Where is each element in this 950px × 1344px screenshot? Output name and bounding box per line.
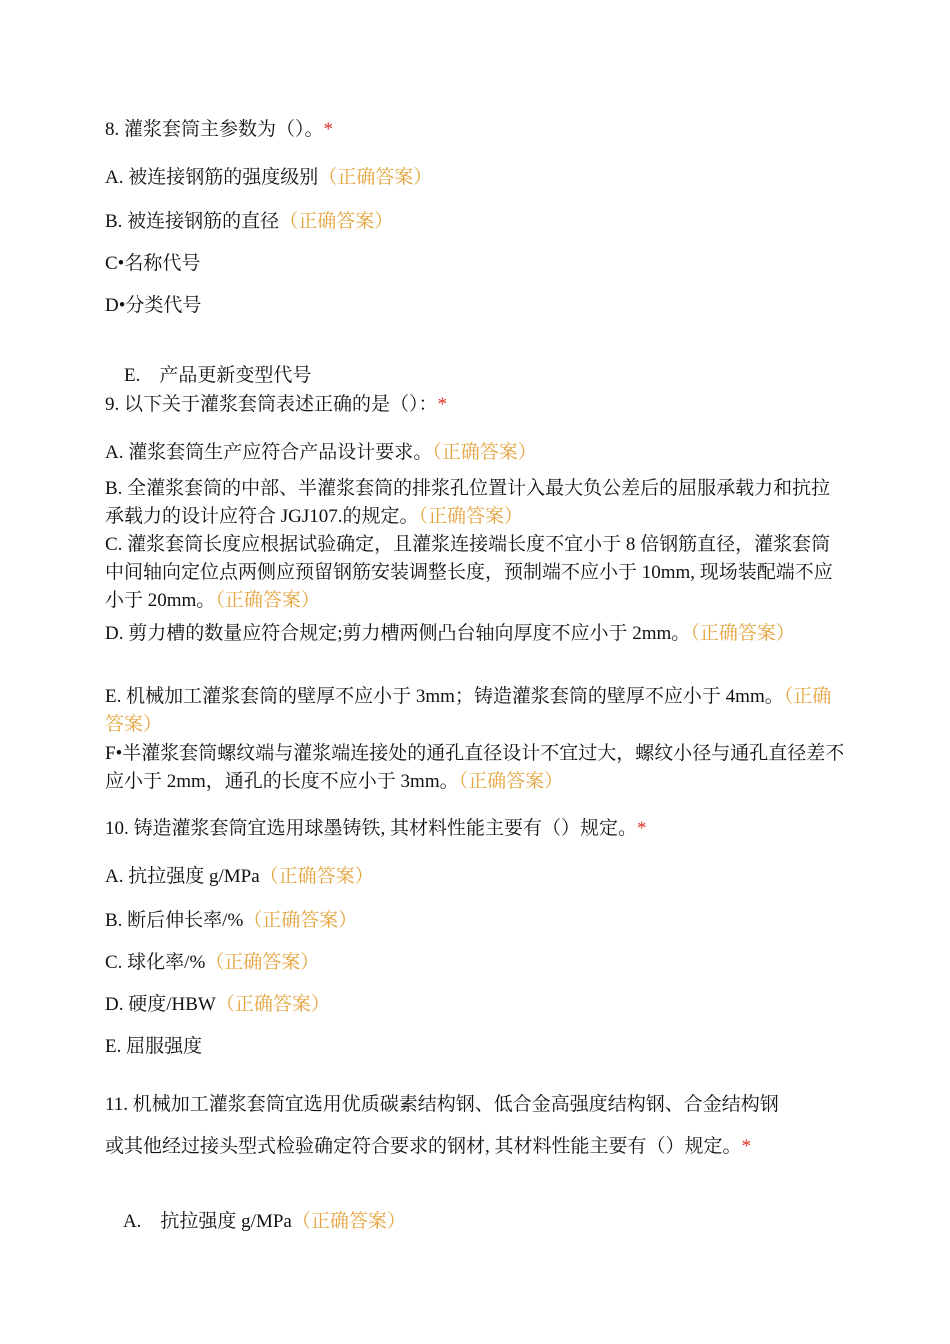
- question-10-option-c: [105, 949, 845, 977]
- correct-answer-tag: （正确答案）: [458, 771, 564, 792]
- option-label: E. 屈服强度: [105, 1036, 203, 1057]
- option-label: C. 灌浆套筒长度应根据试验确定，且灌浆连接端长度不宜小于 8 倍钢筋直径，灌浆套筒中间轴向定位点两侧应预留钢筋安装调整长度，预制端不应小于 10mm, 现场装配端不应小于 20mm。: [105, 534, 833, 611]
- option-label: C. 球化率/%: [105, 952, 206, 973]
- question-text: 9. 以下关于灌浆套筒表述正确的是（）：: [105, 394, 438, 415]
- question-11-title-line1: [105, 1091, 845, 1119]
- question-8-option-d: [105, 292, 845, 320]
- question-8-title: [105, 116, 845, 144]
- correct-answer-tag: （正确答案）: [105, 686, 832, 735]
- question-10-option-a: [105, 863, 845, 891]
- option-label: E. 产品更新变型代号: [124, 365, 312, 386]
- correct-answer-tag: （正确答案）: [432, 442, 537, 463]
- option-label: A. 抗拉强度 g/MPa: [105, 866, 260, 887]
- question-10-option-e: [105, 1033, 845, 1061]
- question-10-title: [105, 815, 845, 843]
- required-asterisk: *: [637, 818, 647, 839]
- question-text: 8. 灌浆套筒主参数为（）。: [105, 119, 324, 140]
- question-11-option-a: [105, 1180, 845, 1264]
- required-asterisk: *: [323, 119, 334, 140]
- question-9-option-e: [105, 683, 845, 739]
- option-label: A. 抗拉强度 g/MPa: [122, 1211, 292, 1232]
- option-label: A. 灌浆套筒生产应符合产品设计要求。: [105, 442, 433, 463]
- required-asterisk: *: [437, 394, 448, 415]
- option-label: A. 被连接钢筋的强度级别: [105, 167, 319, 188]
- option-label: D•分类代号: [105, 295, 202, 316]
- correct-answer-tag: （正确答案）: [205, 952, 320, 973]
- question-8-option-b: [105, 208, 845, 236]
- correct-answer-tag: （正确答案）: [690, 623, 795, 644]
- question-text: 或其他经过接头型式检验确定符合要求的钢材, 其材料性能主要有（）规定。: [105, 1136, 742, 1157]
- correct-answer-tag: （正确答案）: [215, 590, 320, 611]
- question-text: 10. 铸造灌浆套筒宜选用球墨铸铁, 其材料性能主要有（）规定。: [105, 818, 638, 839]
- correct-answer-tag: （正确答案）: [243, 910, 358, 931]
- option-label: B. 断后伸长率/%: [105, 910, 244, 931]
- question-9-option-b: [105, 475, 845, 531]
- question-9-option-f: [105, 740, 845, 796]
- question-8-option-c: [105, 250, 845, 278]
- question-9-option-a: [105, 439, 845, 467]
- correct-answer-tag: （正确答案）: [291, 1211, 406, 1232]
- question-9-title: [105, 391, 845, 419]
- option-label: F•半灌浆套筒螺纹端与灌浆端连接处的通孔直径设计不宜过大，螺纹小径与通孔直径差不应小于 2mm，通孔的长度不应小于 3mm。: [105, 743, 845, 792]
- correct-answer-tag: （正确答案）: [215, 994, 330, 1015]
- option-label: D. 硬度/HBW: [105, 994, 216, 1015]
- question-10-option-d: [105, 991, 845, 1019]
- option-label: C•名称代号: [105, 253, 201, 274]
- option-label: E. 机械加工灌浆套筒的壁厚不应小于 3mm；铸造灌浆套筒的壁厚不应小于 4mm。: [105, 686, 784, 707]
- question-11-title-line2: [105, 1133, 845, 1161]
- question-9-option-c: [105, 531, 845, 615]
- question-text: 11. 机械加工灌浆套筒宜选用优质碳素结构钢、低合金高强度结构钢、合金结构钢: [105, 1094, 779, 1115]
- correct-answer-tag: （正确答案）: [259, 866, 374, 887]
- option-label: D. 剪力槽的数量应符合规定;剪力槽两侧凸台轴向厚度不应小于 2mm。: [105, 623, 691, 644]
- question-9-option-d: [105, 620, 845, 648]
- option-label: B. 被连接钢筋的直径: [105, 211, 280, 232]
- option-label: B. 全灌浆套筒的中部、半灌浆套筒的排浆孔位置计入最大负公差后的屈服承载力和抗拉承载力的设计应符合 JGJ107.的规定。: [105, 478, 831, 527]
- question-8-option-a: [105, 164, 845, 192]
- correct-answer-tag: （正确答案）: [279, 211, 394, 232]
- correct-answer-tag: （正确答案）: [418, 506, 524, 527]
- question-10-option-b: [105, 907, 845, 935]
- correct-answer-tag: （正确答案）: [318, 167, 433, 188]
- required-asterisk: *: [741, 1136, 752, 1157]
